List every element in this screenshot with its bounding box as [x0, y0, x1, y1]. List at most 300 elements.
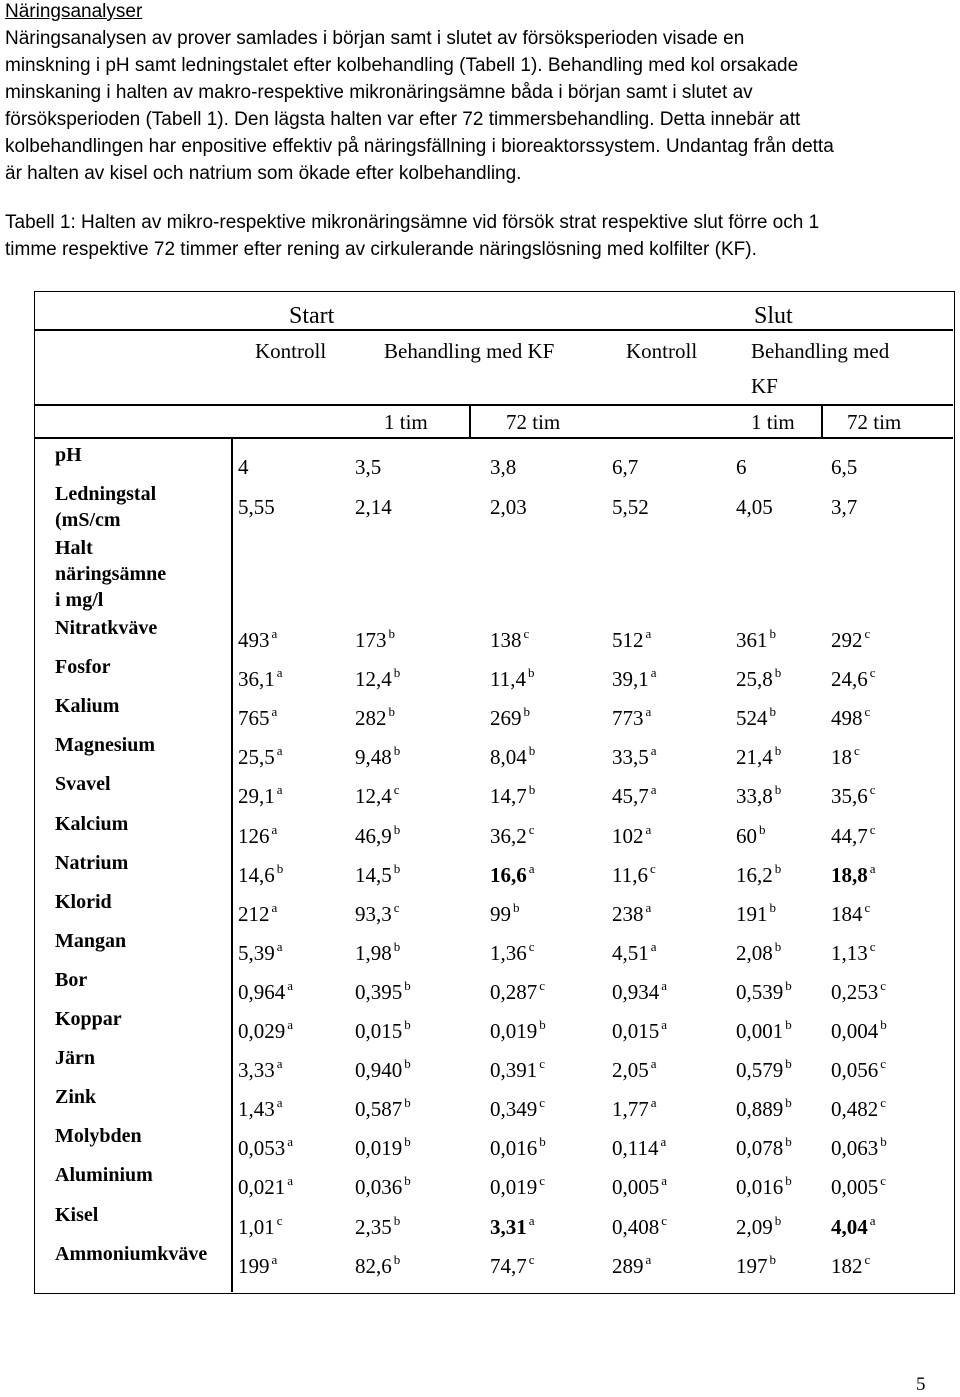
cell-value: 12,4	[355, 667, 392, 692]
table-cell	[736, 628, 776, 652]
table-cell	[736, 1212, 782, 1239]
intro-paragraph	[5, 25, 955, 187]
cell-value: 25,8	[736, 667, 773, 692]
table-cell	[355, 1097, 411, 1121]
cell-value: 0,114	[612, 1136, 659, 1161]
cell-value: 82,6	[355, 1253, 392, 1278]
cell-value: 1,43	[238, 1097, 275, 1122]
cell-value: 0,579	[736, 1058, 784, 1083]
significance-letter: a	[661, 1017, 668, 1032]
cell-value: 765	[238, 706, 270, 731]
table-cell	[736, 1097, 792, 1121]
table-cell	[736, 899, 776, 926]
table-cell	[238, 977, 294, 1004]
significance-letter: a	[650, 938, 657, 954]
table-cell	[238, 821, 278, 848]
intro-line: är halten av kisel och natrium som ökade efter kolbehandling.	[5, 163, 522, 184]
table-cell	[736, 938, 782, 965]
table-cell	[831, 1136, 887, 1160]
cell-value: 8,04	[490, 745, 527, 770]
ph-value-cell: 6	[736, 455, 747, 479]
table-cell	[238, 628, 277, 652]
row-label-halt: näringsämne	[55, 563, 167, 585]
cell-value: 191	[736, 901, 768, 926]
significance-letter: b	[393, 821, 401, 837]
cell-value: 33,5	[612, 745, 649, 770]
header-rule	[35, 329, 953, 331]
significance-letter: c	[869, 938, 876, 954]
cell-value: 2,08	[736, 940, 773, 965]
table-cell	[490, 938, 535, 965]
cell-value: 0,078	[736, 1136, 784, 1161]
table-cell	[612, 977, 668, 1004]
cell-value: 0,019	[490, 1019, 538, 1043]
table-cell	[355, 1212, 401, 1239]
table-cell	[238, 784, 283, 808]
cell-value: 269	[490, 706, 522, 731]
row-label-ph: pH	[55, 444, 82, 466]
row-label-halt: Halt	[55, 537, 93, 559]
tim-header: 1 tim	[384, 410, 428, 434]
cell-value: 44,7	[831, 823, 868, 848]
cell-value: 16,6	[490, 862, 527, 887]
cell-value: 0,019	[355, 1136, 403, 1161]
cell-value: 74,7	[490, 1253, 527, 1278]
table-cell	[355, 821, 401, 848]
row-label: Kisel	[55, 1203, 99, 1226]
row-label: Kalium	[55, 695, 120, 718]
ph-value-cell: 3,5	[355, 455, 382, 479]
label-divider	[231, 437, 233, 1292]
section-heading: Näringsanalyser	[5, 1, 143, 22]
row-label-ledningstal-unit: (mS/cm	[55, 509, 121, 531]
significance-letter: b	[785, 977, 792, 993]
cell-value: 11,6	[612, 862, 648, 887]
table-cell	[612, 1251, 652, 1278]
table-cell	[831, 784, 876, 808]
significance-letter: b	[513, 899, 520, 915]
row-label: Klorid	[55, 890, 112, 913]
table-cell	[612, 899, 652, 926]
header-rule	[35, 437, 953, 439]
cell-value: 2,35	[355, 1214, 392, 1239]
cell-value: 2,05	[612, 1058, 649, 1083]
cell-value: 3,33	[238, 1058, 275, 1083]
table-cell	[238, 938, 283, 965]
significance-letter: b	[404, 1134, 411, 1150]
significance-letter: a	[287, 1017, 294, 1032]
significance-letter: b	[393, 665, 401, 681]
row-label: Järn	[55, 1047, 95, 1070]
cell-value: 35,6	[831, 784, 868, 809]
table-cell	[355, 784, 400, 808]
ph-value-cell: 4	[238, 455, 249, 479]
table-cell	[238, 1058, 283, 1082]
cell-value: 0,482	[831, 1097, 879, 1122]
table-cell	[612, 628, 651, 652]
row-label: Svavel	[55, 773, 111, 796]
table-cell	[238, 860, 284, 887]
cell-value: 60	[736, 823, 757, 848]
cell-value: 0,889	[736, 1097, 784, 1122]
table-cell	[612, 1175, 667, 1199]
significance-letter: b	[527, 665, 535, 681]
significance-letter: c	[880, 1095, 887, 1111]
cell-value: 4,04	[831, 1214, 868, 1239]
significance-letter: b	[539, 1134, 546, 1150]
cell-value: 3,31	[490, 1214, 527, 1239]
cell-value: 21,4	[736, 745, 773, 770]
significance-letter: a	[645, 626, 652, 641]
cell-value: 0,019	[490, 1175, 538, 1200]
intro-line: minskaning i halten av makro-respektive mikronäringsämne båda i början samt i slutet av	[5, 82, 753, 103]
kontroll-header: Kontroll	[626, 339, 698, 363]
cell-value: 0,964	[238, 979, 286, 1004]
table-cell	[355, 977, 411, 1004]
table-cell	[238, 1136, 293, 1160]
table-cell	[490, 1212, 535, 1239]
cell-value: 282	[355, 706, 387, 731]
cell-value: 1,36	[490, 940, 527, 965]
row-label: Natrium	[55, 851, 129, 874]
row-label: Mangan	[55, 929, 127, 952]
cell-value: 0,053	[238, 1136, 286, 1161]
significance-letter: c	[854, 743, 860, 759]
cell-value: 1,98	[355, 940, 392, 965]
significance-letter: c	[523, 626, 530, 641]
cell-value: 0,349	[490, 1097, 538, 1122]
table-cell	[831, 745, 860, 769]
table-cell	[355, 938, 401, 965]
significance-letter: b	[393, 743, 401, 759]
significance-letter: c	[864, 704, 871, 720]
ledningstal-value-cell: 2,03	[490, 495, 527, 519]
cell-value: 493	[238, 628, 270, 652]
table-cell	[831, 860, 876, 887]
significance-letter: a	[645, 821, 652, 837]
significance-letter: a	[271, 821, 278, 837]
table-cell	[736, 1175, 792, 1199]
significance-letter: b	[523, 704, 530, 720]
ph-value-cell: 6,7	[612, 455, 639, 479]
significance-letter: a	[271, 1251, 278, 1267]
ph-value-cell: 6,5	[831, 455, 858, 479]
row-label-ledningstal: Ledningstal	[55, 483, 157, 505]
row-label: Nitratkväve	[55, 617, 158, 639]
significance-letter: b	[528, 743, 536, 759]
significance-letter: a	[287, 977, 294, 993]
significance-letter: c	[880, 1173, 887, 1189]
row-label: Aluminium	[55, 1164, 153, 1187]
col-divider	[821, 404, 823, 437]
cell-value: 0,015	[612, 1019, 660, 1043]
cell-value: 0,005	[831, 1175, 879, 1200]
cell-value: 39,1	[612, 667, 649, 692]
table-cell	[490, 1058, 545, 1082]
row-label: Koppar	[55, 1008, 122, 1030]
cell-value: 0,940	[355, 1058, 403, 1083]
table-cell	[612, 1019, 667, 1043]
significance-letter: a	[650, 1056, 657, 1072]
table-cell	[355, 745, 400, 769]
cell-value: 289	[612, 1253, 644, 1278]
significance-letter: b	[785, 1173, 792, 1189]
intro-line: minskning i pH samt ledningstalet efter kolbehandling (Tabell 1). Behandling med kol orsakade	[5, 55, 799, 76]
table-cell	[238, 1097, 283, 1121]
significance-letter: a	[650, 665, 657, 681]
cell-value: 184	[831, 901, 863, 926]
significance-letter: a	[528, 1212, 535, 1228]
cell-value: 524	[736, 706, 768, 731]
significance-letter: c	[864, 626, 871, 641]
significance-letter: a	[869, 1212, 876, 1228]
cell-value: 197	[736, 1253, 768, 1278]
row-label: Fosfor	[55, 656, 111, 679]
cell-value: 14,7	[490, 784, 527, 809]
table-cell	[238, 899, 278, 926]
table-cell	[490, 628, 529, 652]
table-cell	[612, 821, 652, 848]
table-cell	[831, 1097, 886, 1121]
significance-letter: c	[869, 821, 876, 837]
cell-value: 99	[490, 901, 511, 926]
table-cell	[238, 706, 277, 730]
table-cell	[831, 977, 887, 1004]
ledningstal-value-cell: 3,7	[831, 495, 858, 519]
significance-letter: a	[287, 1134, 294, 1150]
table-cell	[355, 1175, 411, 1199]
table-cell	[355, 860, 401, 887]
intro-line: Näringsanalysen av prover samlades i början samt i slutet av försöksperioden visade en	[5, 28, 745, 49]
significance-letter: b	[404, 977, 411, 993]
table-cell	[831, 706, 870, 730]
significance-letter: a	[660, 1134, 667, 1150]
cell-value: 212	[238, 901, 270, 926]
row-label: Bor	[55, 968, 88, 991]
significance-letter: b	[774, 860, 782, 876]
significance-letter: c	[528, 938, 535, 954]
significance-letter: a	[650, 1095, 657, 1111]
significance-letter: a	[661, 977, 668, 993]
cell-value: 102	[612, 823, 644, 848]
table-cell	[238, 1251, 278, 1278]
significance-letter: a	[650, 782, 657, 798]
significance-letter: b	[404, 1056, 411, 1072]
table-cell	[612, 860, 656, 887]
row-label: Magnesium	[55, 734, 155, 757]
significance-letter: c	[864, 899, 871, 915]
table-cell	[736, 1251, 776, 1278]
table-cell	[238, 745, 283, 769]
table-cell	[831, 628, 870, 652]
significance-letter: a	[645, 1251, 652, 1267]
start-header: Start	[289, 303, 335, 329]
table-cell	[238, 1212, 283, 1239]
table-cell	[355, 667, 400, 691]
caption-line: timme respektive 72 timmer efter rening av cirkulerande näringslösning med kolfilter (KF).	[5, 239, 757, 260]
cell-value: 24,6	[831, 667, 868, 692]
behandling-header: Behandling med	[751, 339, 890, 363]
table-cell	[612, 1097, 657, 1121]
significance-letter: b	[785, 1095, 792, 1111]
table-cell	[490, 745, 535, 769]
table-cell	[612, 784, 657, 808]
cell-value: 0,021	[238, 1175, 286, 1200]
table-cell	[490, 784, 535, 808]
tim-header: 72 tim	[506, 410, 561, 434]
cell-value: 25,5	[238, 745, 275, 770]
significance-letter: b	[388, 626, 395, 641]
significance-letter: b	[785, 1017, 792, 1032]
significance-letter: b	[774, 1212, 782, 1228]
table-cell	[831, 667, 876, 691]
significance-letter: b	[393, 1251, 401, 1267]
significance-letter: b	[769, 704, 776, 720]
table-cell	[612, 1136, 666, 1160]
caption-line: Tabell 1: Halten av mikro-respektive mikronäringsämne vid försök strat respektive slut förre och 1	[5, 212, 820, 233]
kontroll-header: Kontroll	[255, 339, 327, 363]
significance-letter: b	[528, 782, 536, 798]
significance-letter: a	[276, 782, 283, 798]
slut-header: Slut	[754, 303, 793, 329]
cell-value: 9,48	[355, 745, 392, 770]
table-cell	[355, 706, 395, 730]
table-cell	[490, 1136, 546, 1160]
row-label: Ammoniumkväve	[55, 1242, 208, 1265]
cell-value: 4,51	[612, 940, 649, 965]
table-cell	[831, 1019, 887, 1043]
table-cell	[490, 1251, 535, 1278]
table-cell	[490, 1175, 545, 1199]
significance-letter: c	[539, 1056, 546, 1072]
cell-value: 0,408	[612, 1214, 660, 1239]
tim-header: 72 tim	[847, 410, 902, 434]
significance-letter: c	[393, 782, 400, 798]
significance-letter: b	[785, 1134, 792, 1150]
cell-value: 46,9	[355, 823, 392, 848]
cell-value: 361	[736, 628, 768, 652]
cell-value: 0,395	[355, 979, 403, 1004]
significance-letter: b	[880, 1017, 887, 1032]
cell-value: 0,016	[490, 1136, 538, 1161]
intro-line: försöksperioden (Tabell 1). Den lägsta halten var efter 72 timmersbehandling. Detta innebär att	[5, 109, 801, 130]
intro-line: kolbehandlingen har enpositive effektiv på näringsfällning i bioreaktorssystem. Undantag från detta	[5, 136, 834, 157]
tim-header: 1 tim	[751, 410, 795, 434]
cell-value: 1,13	[831, 940, 868, 965]
table-cell	[612, 1058, 657, 1082]
nutrient-table	[34, 291, 955, 1294]
behandling-header: Behandling med KF	[384, 339, 555, 363]
significance-letter: b	[404, 1095, 411, 1111]
significance-letter: b	[769, 1251, 776, 1267]
table-caption	[5, 209, 955, 263]
table-cell	[831, 938, 876, 965]
cell-value: 2,09	[736, 1214, 773, 1239]
significance-letter: c	[880, 977, 887, 993]
significance-letter: c	[880, 1056, 887, 1072]
significance-letter: a	[276, 665, 283, 681]
table-cell	[831, 821, 876, 848]
table-cell	[355, 1019, 411, 1043]
table-cell	[736, 784, 781, 808]
significance-letter: a	[287, 1173, 294, 1189]
cell-value: 0,391	[490, 1058, 538, 1083]
cell-value: 1,01	[238, 1214, 275, 1239]
header-rule	[35, 404, 953, 406]
cell-value: 18,8	[831, 862, 868, 887]
cell-value: 45,7	[612, 784, 649, 809]
significance-letter: b	[774, 665, 782, 681]
significance-letter: b	[276, 860, 284, 876]
table-cell	[490, 977, 546, 1004]
cell-value: 0,004	[831, 1019, 879, 1043]
table-cell	[355, 899, 400, 926]
table-cell	[490, 667, 534, 691]
ledningstal-value-cell: 4,05	[736, 495, 773, 519]
significance-letter: b	[774, 743, 782, 759]
significance-letter: b	[393, 1212, 401, 1228]
significance-letter: b	[388, 704, 395, 720]
cell-value: 0,587	[355, 1097, 403, 1122]
significance-letter: a	[276, 743, 283, 759]
significance-letter: b	[404, 1173, 411, 1189]
table-cell	[736, 860, 782, 887]
significance-letter: c	[864, 1251, 871, 1267]
table-cell	[490, 821, 535, 848]
significance-letter: c	[539, 977, 546, 993]
cell-value: 0,063	[831, 1136, 879, 1161]
significance-letter: b	[774, 938, 782, 954]
cell-value: 1,77	[612, 1097, 649, 1122]
cell-value: 0,253	[831, 979, 879, 1004]
table-cell	[490, 706, 530, 730]
cell-value: 33,8	[736, 784, 773, 809]
table-cell	[355, 1136, 411, 1160]
row-label: Molybden	[55, 1125, 142, 1148]
row-label: Zink	[55, 1086, 97, 1109]
cell-value: 512	[612, 628, 644, 652]
significance-letter: c	[276, 1212, 283, 1228]
col-divider	[469, 404, 471, 437]
table-cell	[490, 899, 520, 926]
significance-letter: b	[393, 860, 401, 876]
table-cell	[831, 1175, 886, 1199]
significance-letter: b	[769, 899, 776, 915]
significance-letter: a	[661, 1173, 668, 1189]
cell-value: 292	[831, 628, 863, 652]
ledningstal-value-cell: 5,55	[238, 495, 275, 519]
table-cell	[831, 899, 871, 926]
cell-value: 0,036	[355, 1175, 403, 1200]
cell-value: 11,4	[490, 667, 526, 692]
page-number: 5	[916, 1374, 926, 1395]
significance-letter: b	[769, 626, 776, 641]
table-cell	[612, 745, 657, 769]
significance-letter: b	[393, 938, 401, 954]
cell-value: 36,2	[490, 823, 527, 848]
table-cell	[612, 1212, 668, 1239]
significance-letter: c	[869, 665, 876, 681]
table-cell	[238, 1175, 293, 1199]
significance-letter: a	[271, 899, 278, 915]
significance-letter: c	[393, 899, 400, 915]
cell-value: 0,056	[831, 1058, 879, 1083]
cell-value: 29,1	[238, 784, 275, 809]
table-cell	[736, 1136, 792, 1160]
behandling-header-kf: KF	[751, 374, 778, 398]
cell-value: 5,39	[238, 940, 275, 965]
cell-value: 199	[238, 1253, 270, 1278]
